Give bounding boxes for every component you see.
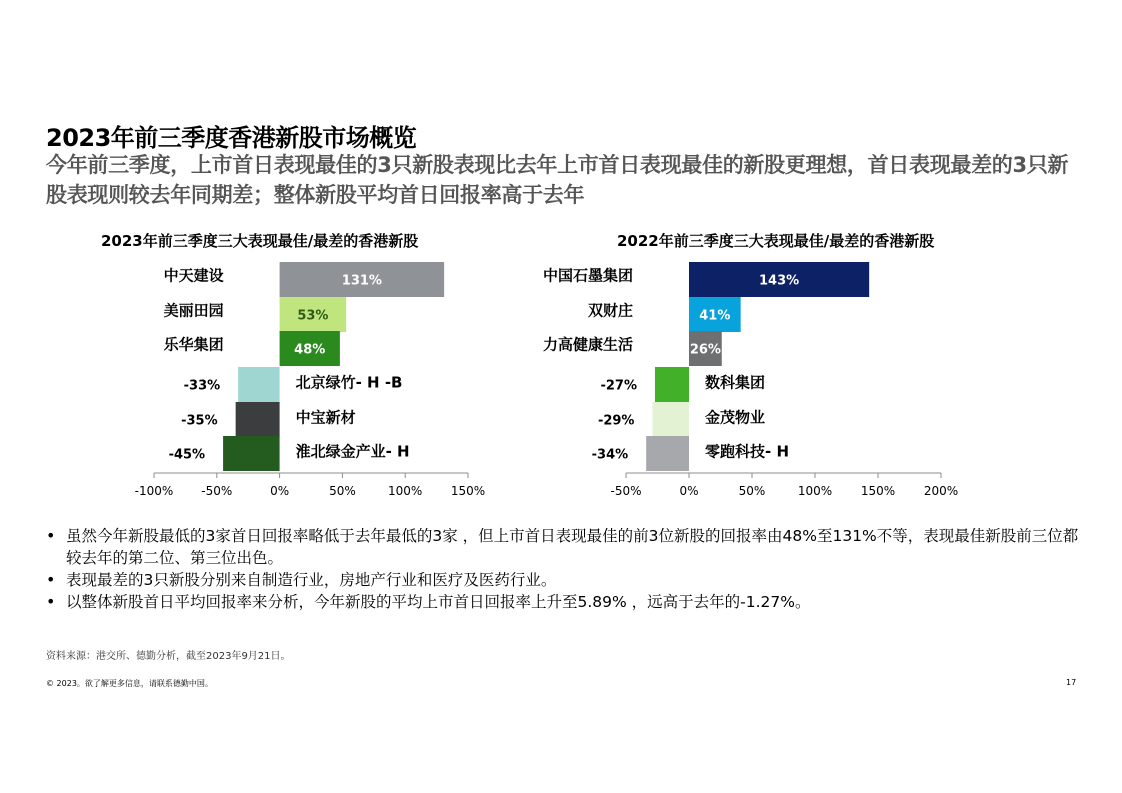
category-label: 中天建设: [163, 266, 224, 285]
bar-value-label: -45%: [168, 447, 206, 463]
bar-value-label: 53%: [297, 308, 329, 324]
x-tick-label: 50%: [738, 484, 766, 498]
category-label: 零跑科技- H: [705, 442, 790, 461]
category-label: 数科集团: [705, 373, 766, 392]
bar-value-label: -33%: [183, 378, 221, 394]
bar-value-label: 131%: [341, 273, 382, 289]
x-tick-label: 0%: [270, 484, 290, 498]
x-tick-label: 150%: [860, 484, 896, 498]
x-tick-label: -100%: [134, 484, 174, 498]
bullet-item: • 表现最差的3只新股分别来自制造行业，房地产行业和医疗及医药行业。: [46, 569, 1086, 591]
category-label: 北京绿竹- H -B: [295, 373, 403, 392]
category-label: 双财庄: [587, 301, 633, 320]
bar-value-label: 41%: [699, 308, 731, 324]
x-tick-label: 100%: [797, 484, 833, 498]
bar-1-3: [655, 367, 689, 402]
x-tick-label: 0%: [679, 484, 699, 498]
bar-value-label: -29%: [597, 413, 635, 429]
category-label: 淮北绿金产业- H: [295, 442, 410, 461]
copyright: © 2023。欲了解更多信息，请联系德勤中国。: [46, 679, 213, 688]
x-tick-label: 150%: [450, 484, 486, 498]
bullet-item: • 以整体新股首日平均回报率来分析，今年新股的平均上市首日回报率上升至5.89% ，远高于去年的-1.27%。: [46, 591, 1086, 613]
bullet-item: • 虽然今年新股最低的3家首日回报率略低于去年最低的3家 ，但上市首日表现最佳的前3位新股的回报率由48%至131%不等，表现最佳新股前三位都较去年的第二位、第三位出色。: [46, 525, 1086, 569]
chart-2022-title: 2022年前三季度三大表现最佳/最差的香港新股: [617, 232, 935, 250]
page-number: 17: [1066, 678, 1077, 687]
bar-value-label: 26%: [689, 342, 721, 358]
bar-value-label: 48%: [294, 342, 326, 358]
page-subtitle: 今年前三季度，上市首日表现最佳的3只新股表现比去年上市首日表现最佳的新股更理想，首日表现最差的3只新股表现则较去年同期差；整体新股平均首日回报率高于去年: [46, 153, 1069, 207]
bar-1-5: [646, 436, 689, 471]
bullet-list: [46, 525, 1086, 613]
bar-value-label: -35%: [181, 413, 218, 429]
bar-value-label: -27%: [600, 378, 637, 394]
x-tick-label: -50%: [610, 484, 642, 498]
source-note: 资料来源：港交所、德勤分析，截至2023年9月21日。: [46, 651, 291, 662]
bar-value-label: -34%: [591, 447, 629, 463]
x-tick-label: 200%: [923, 484, 959, 498]
x-tick-label: 100%: [388, 484, 423, 498]
x-tick-label: -50%: [201, 484, 233, 498]
category-label: 美丽田园: [163, 301, 224, 320]
bar-value-label: 143%: [759, 273, 800, 289]
chart-2023-title: 2023年前三季度三大表现最佳/最差的香港新股: [101, 232, 419, 250]
bar-1-4: [652, 402, 689, 437]
page-title: 2023年前三季度香港新股市场概览: [46, 124, 417, 152]
category-label: 中宝新材: [295, 408, 356, 427]
category-label: 乐华集团: [163, 335, 224, 354]
x-tick-label: 50%: [329, 484, 356, 498]
category-label: 中国石墨集团: [542, 266, 633, 285]
category-label: 力高健康生活: [542, 335, 633, 354]
category-label: 金茂物业: [705, 408, 766, 427]
